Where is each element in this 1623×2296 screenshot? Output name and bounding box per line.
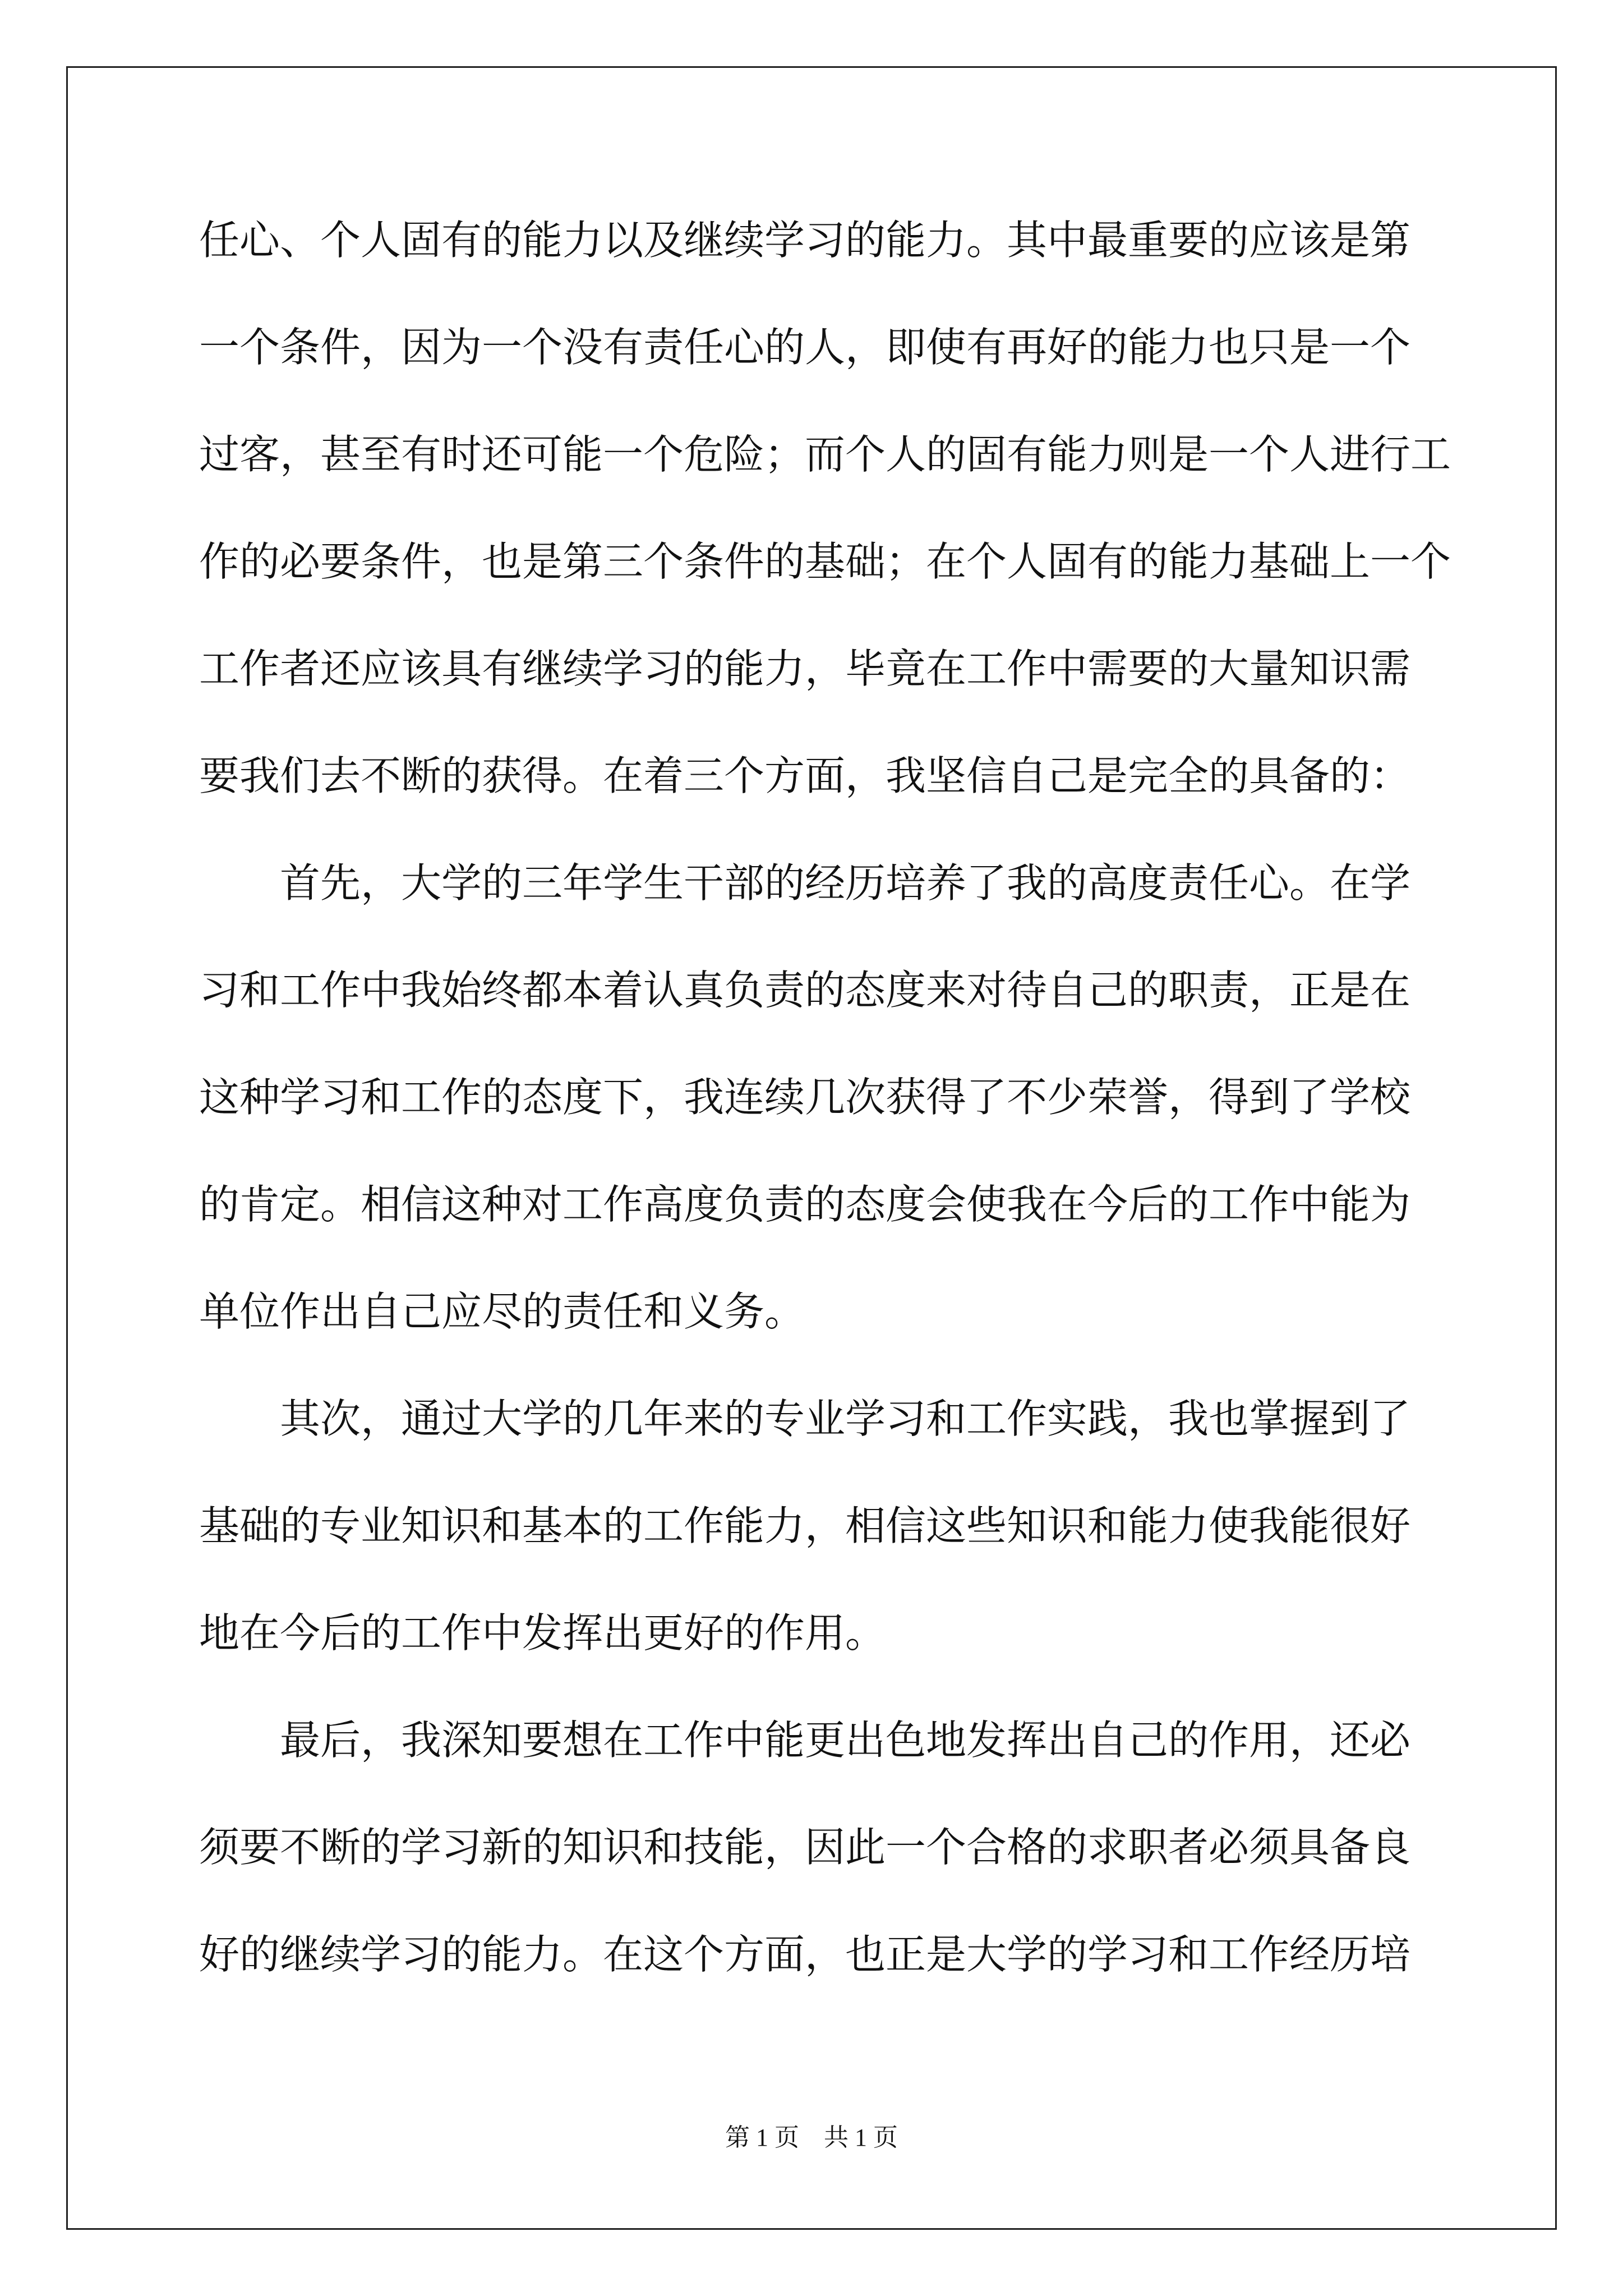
text-line: 工作者还应该具有继续学习的能力，毕竟在工作中需要的大量知识需 <box>199 645 1411 692</box>
document-body <box>199 213 1451 2035</box>
text-line: 这种学习和工作的态度下，我连续几次获得了不少荣誉，得到了学校 <box>199 1074 1411 1121</box>
text-line: 一个条件，因为一个没有责任心的人，即使有再好的能力也只是一个 <box>199 324 1411 371</box>
text-line: 要我们去不断的获得。在着三个方面，我坚信自己是完全的具备的： <box>199 752 1411 799</box>
text-line: 其次，通过大学的几年来的专业学习和工作实践，我也掌握到了 <box>199 1395 1411 1442</box>
text-line: 好的继续学习的能力。在这个方面，也正是大学的学习和工作经历培 <box>199 1931 1411 1978</box>
text-line: 基础的专业知识和基本的工作能力，相信这些知识和能力使我能很好 <box>199 1502 1411 1549</box>
text-line: 最后，我深知要想在工作中能更出色地发挥出自己的作用，还必 <box>199 1717 1411 1764</box>
text-line: 地在今后的工作中发挥出更好的作用。 <box>199 1609 886 1657</box>
text-line: 过客，甚至有时还可能一个危险；而个人的固有能力则是一个人进行工 <box>199 431 1451 478</box>
text-line: 任心、个人固有的能力以及继续学习的能力。其中最重要的应该是第 <box>199 217 1411 264</box>
text-line: 习和工作中我始终都本着认真负责的态度来对待自己的职责，正是在 <box>199 967 1411 1014</box>
text-line: 的肯定。相信这种对工作高度负责的态度会使我在今后的工作中能为 <box>199 1181 1411 1228</box>
page-footer: 第 1 页 共 1 页 <box>725 2124 898 2151</box>
text-line: 作的必要条件，也是第三个条件的基础；在个人固有的能力基础上一个 <box>199 538 1451 585</box>
text-line: 单位作出自己应尽的责任和义务。 <box>199 1288 805 1335</box>
text-line: 首先，大学的三年学生干部的经历培养了我的高度责任心。在学 <box>199 859 1411 907</box>
text-line: 须要不断的学习新的知识和技能，因此一个合格的求职者必须具备良 <box>199 1824 1411 1871</box>
